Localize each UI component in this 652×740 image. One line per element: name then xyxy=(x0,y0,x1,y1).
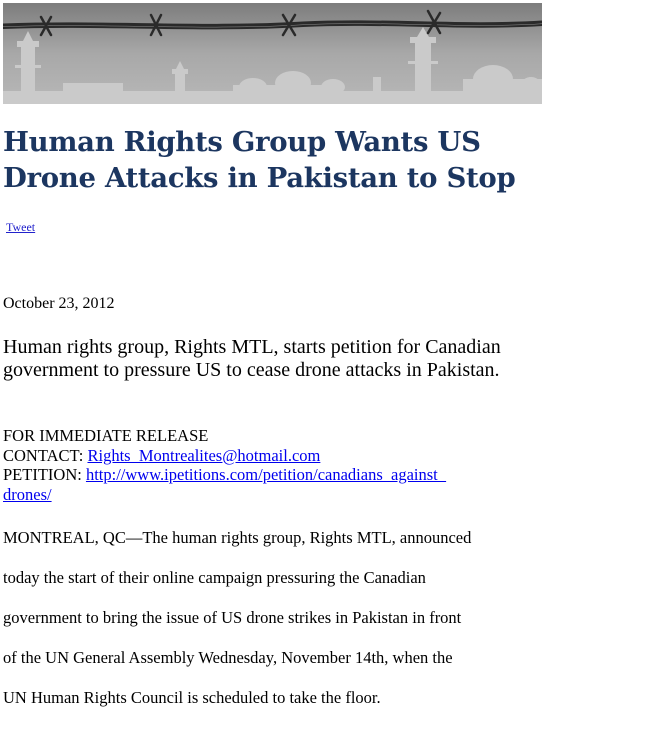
article-dek: Human rights group, Rights MTL, starts petition for Canadian government to pressure US to cease drone attacks in Pakistan. xyxy=(3,336,501,381)
body-line: MONTREAL, QC—The human rights group, Rights MTL, announced xyxy=(3,528,472,547)
contact-line xyxy=(3,446,563,466)
article-title: Human Rights Group Wants US Drone Attacks in Pakistan to Stop xyxy=(3,126,516,194)
header-banner-image xyxy=(3,3,542,104)
contact-label: CONTACT: xyxy=(3,445,88,465)
press-release-block xyxy=(3,426,563,504)
release-line: FOR IMMEDIATE RELEASE xyxy=(3,426,209,445)
body-line: of the UN General Assembly Wednesday, November 14th, when the xyxy=(3,648,453,667)
article-date: October 23, 2012 xyxy=(3,295,115,312)
petition-line xyxy=(3,465,563,504)
contact-email-link[interactable]: Rights_Montrealites@hotmail.com xyxy=(87,445,321,465)
petition-link-part1: http://www.ipetitions.com/petition/canadians_against_ xyxy=(85,465,446,484)
article-body xyxy=(3,518,563,718)
body-line: UN Human Rights Council is scheduled to take the floor. xyxy=(3,688,381,707)
petition-label: PETITION: xyxy=(3,465,86,484)
body-line: today the start of their online campaign pressuring the Canadian xyxy=(3,568,426,587)
body-line: government to bring the issue of US drone strikes in Pakistan in front xyxy=(3,608,462,627)
tweet-button[interactable]: Tweet xyxy=(6,220,36,234)
petition-link-part2: drones/ xyxy=(3,484,52,504)
barbed-wire-skyline-icon xyxy=(3,3,542,104)
